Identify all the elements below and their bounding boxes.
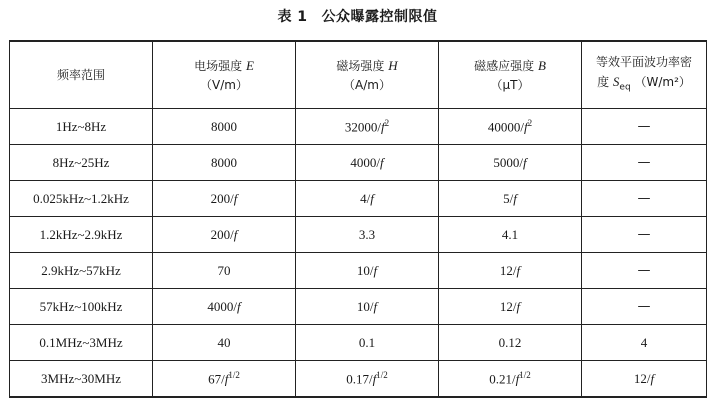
- frequency-cell: 0.1MHz~3MHz: [10, 325, 153, 361]
- e-field-cell: 8000: [153, 109, 296, 145]
- frequency-cell: 57kHz~100kHz: [10, 289, 153, 325]
- h-field-cell: 3.3: [296, 217, 439, 253]
- h-field-cell: 10/f: [296, 253, 439, 289]
- frequency-cell: 1Hz~8Hz: [10, 109, 153, 145]
- b-field-cell: 5000/f: [439, 145, 582, 181]
- header-power-density: 等效平面波功率密 度 $S_{eq}$ （W/m²）: [582, 41, 707, 109]
- b-field-cell: $40000/f^2$: [439, 109, 582, 145]
- table-row: [10, 361, 707, 398]
- header-h-field: 磁场强度 H （A/m）: [296, 41, 439, 109]
- power-density-cell: —: [582, 253, 707, 289]
- table-caption: [0, 6, 715, 26]
- frequency-cell: 1.2kHz~2.9kHz: [10, 217, 153, 253]
- b-field-cell: $0.21/f^{1/2}$: [439, 361, 582, 398]
- b-field-cell: 5/f: [439, 181, 582, 217]
- table-row: [10, 181, 707, 217]
- h-field-cell: 0.1: [296, 325, 439, 361]
- e-field-cell: 40: [153, 325, 296, 361]
- table-title: 公众曝露控制限值: [321, 9, 438, 25]
- e-field-cell: 4000/f: [153, 289, 296, 325]
- e-field-cell: 200/f: [153, 217, 296, 253]
- h-field-cell: 10/f: [296, 289, 439, 325]
- h-field-cell: 4000/f: [296, 145, 439, 181]
- e-field-cell: 200/f: [153, 181, 296, 217]
- table-row: [10, 109, 707, 145]
- frequency-cell: 8Hz~25Hz: [10, 145, 153, 181]
- frequency-cell: 2.9kHz~57kHz: [10, 253, 153, 289]
- e-field-cell: 70: [153, 253, 296, 289]
- table-row: [10, 289, 707, 325]
- table-number: 表 1: [277, 9, 308, 25]
- power-density-cell: —: [582, 145, 707, 181]
- b-field-cell: 12/f: [439, 253, 582, 289]
- header-row: [10, 41, 707, 109]
- power-density-cell: —: [582, 217, 707, 253]
- header-frequency: 频率范围: [10, 41, 153, 109]
- exposure-limits-table: [9, 40, 707, 398]
- power-density-cell: —: [582, 289, 707, 325]
- e-field-cell: 8000: [153, 145, 296, 181]
- power-density-cell: —: [582, 181, 707, 217]
- frequency-cell: 3MHz~30MHz: [10, 361, 153, 398]
- power-density-cell: 4: [582, 325, 707, 361]
- h-field-cell: 4/f: [296, 181, 439, 217]
- b-field-cell: 4.1: [439, 217, 582, 253]
- h-field-cell: $32000/f^2$: [296, 109, 439, 145]
- power-density-cell: —: [582, 109, 707, 145]
- h-field-cell: $0.17/f^{1/2}$: [296, 361, 439, 398]
- table-row: [10, 253, 707, 289]
- frequency-cell: 0.025kHz~1.2kHz: [10, 181, 153, 217]
- header-e-field: 电场强度 E （V/m）: [153, 41, 296, 109]
- b-field-cell: 12/f: [439, 289, 582, 325]
- table-row: [10, 217, 707, 253]
- b-field-cell: 0.12: [439, 325, 582, 361]
- power-density-cell: 12/f: [582, 361, 707, 398]
- table-row: [10, 325, 707, 361]
- header-b-field: 磁感应强度 B （μT）: [439, 41, 582, 109]
- table-row: [10, 145, 707, 181]
- e-field-cell: $67/f^{1/2}$: [153, 361, 296, 398]
